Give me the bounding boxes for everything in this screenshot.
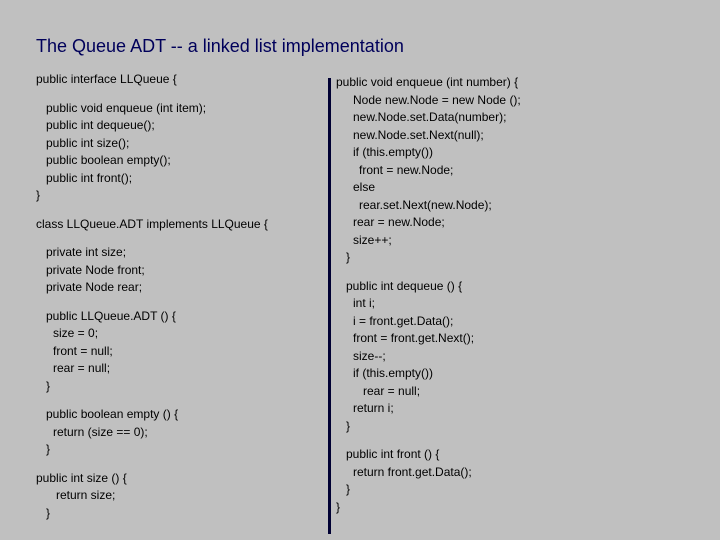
code-line: public int size(); (46, 135, 130, 150)
code-line: public boolean empty () { (46, 407, 179, 421)
code-line: rear = new.Node; (353, 215, 445, 229)
code-line: public interface LLQueue { (36, 72, 177, 86)
code-line: return size; (56, 488, 116, 502)
code-line: else (353, 180, 376, 194)
code-line: public int size () { (36, 470, 127, 485)
code-line: } (46, 378, 51, 393)
code-line: front = null; (53, 343, 113, 358)
code-line: public int front(); (46, 170, 133, 185)
code-line: public int dequeue () { (346, 278, 463, 293)
code-line: private Node front; (46, 262, 145, 277)
code-line: int i; (353, 296, 376, 310)
code-line: class LLQueue.ADT implements LLQueue { (36, 216, 268, 231)
code-line: rear = null; (363, 383, 421, 398)
code-line: public int dequeue(); (46, 118, 155, 132)
code-line: new.Node.set.Next(null); (353, 127, 484, 142)
column-divider (328, 78, 331, 534)
code-line: return (size == 0); (53, 424, 148, 439)
code-line: new.Node.set.Data(number); (353, 110, 507, 124)
code-line: public void enqueue (int number) { (336, 75, 519, 89)
code-line: public boolean empty(); (46, 153, 171, 167)
code-line: size = 0; (53, 326, 99, 340)
code-line: private Node rear; (46, 280, 143, 294)
code-line: return front.get.Data(); (353, 464, 472, 479)
code-line: size++; (353, 232, 392, 247)
code-line: i = front.get.Data(); (353, 313, 454, 328)
code-line: } (336, 499, 341, 514)
code-line: return i; (353, 401, 394, 415)
code-line: } (346, 482, 351, 496)
code-line: } (346, 250, 351, 264)
code-line: rear.set.Next(new.Node); (359, 197, 492, 212)
code-line: size--; (353, 348, 386, 363)
code-line: public int front () { (346, 447, 440, 461)
interface-code-block (36, 71, 268, 522)
code-line: front = front.get.Next(); (353, 331, 475, 345)
code-line: private int size; (46, 245, 127, 259)
code-line: front = new.Node; (359, 162, 454, 177)
code-line: public LLQueue.ADT () { (46, 308, 176, 323)
methods-code-block (336, 74, 521, 516)
code-line: if (this.empty()) (353, 366, 434, 380)
code-line: rear = null; (53, 361, 111, 375)
code-line: public void enqueue (int item); (46, 100, 207, 115)
code-line: } (36, 188, 41, 202)
code-line: } (46, 442, 51, 456)
code-line: if (this.empty()) (353, 145, 434, 159)
code-line: Node new.Node = new Node (); (353, 92, 521, 107)
code-line: } (346, 418, 351, 433)
slide-title: The Queue ADT -- a linked list implementation (36, 36, 404, 56)
code-line: } (46, 505, 51, 520)
